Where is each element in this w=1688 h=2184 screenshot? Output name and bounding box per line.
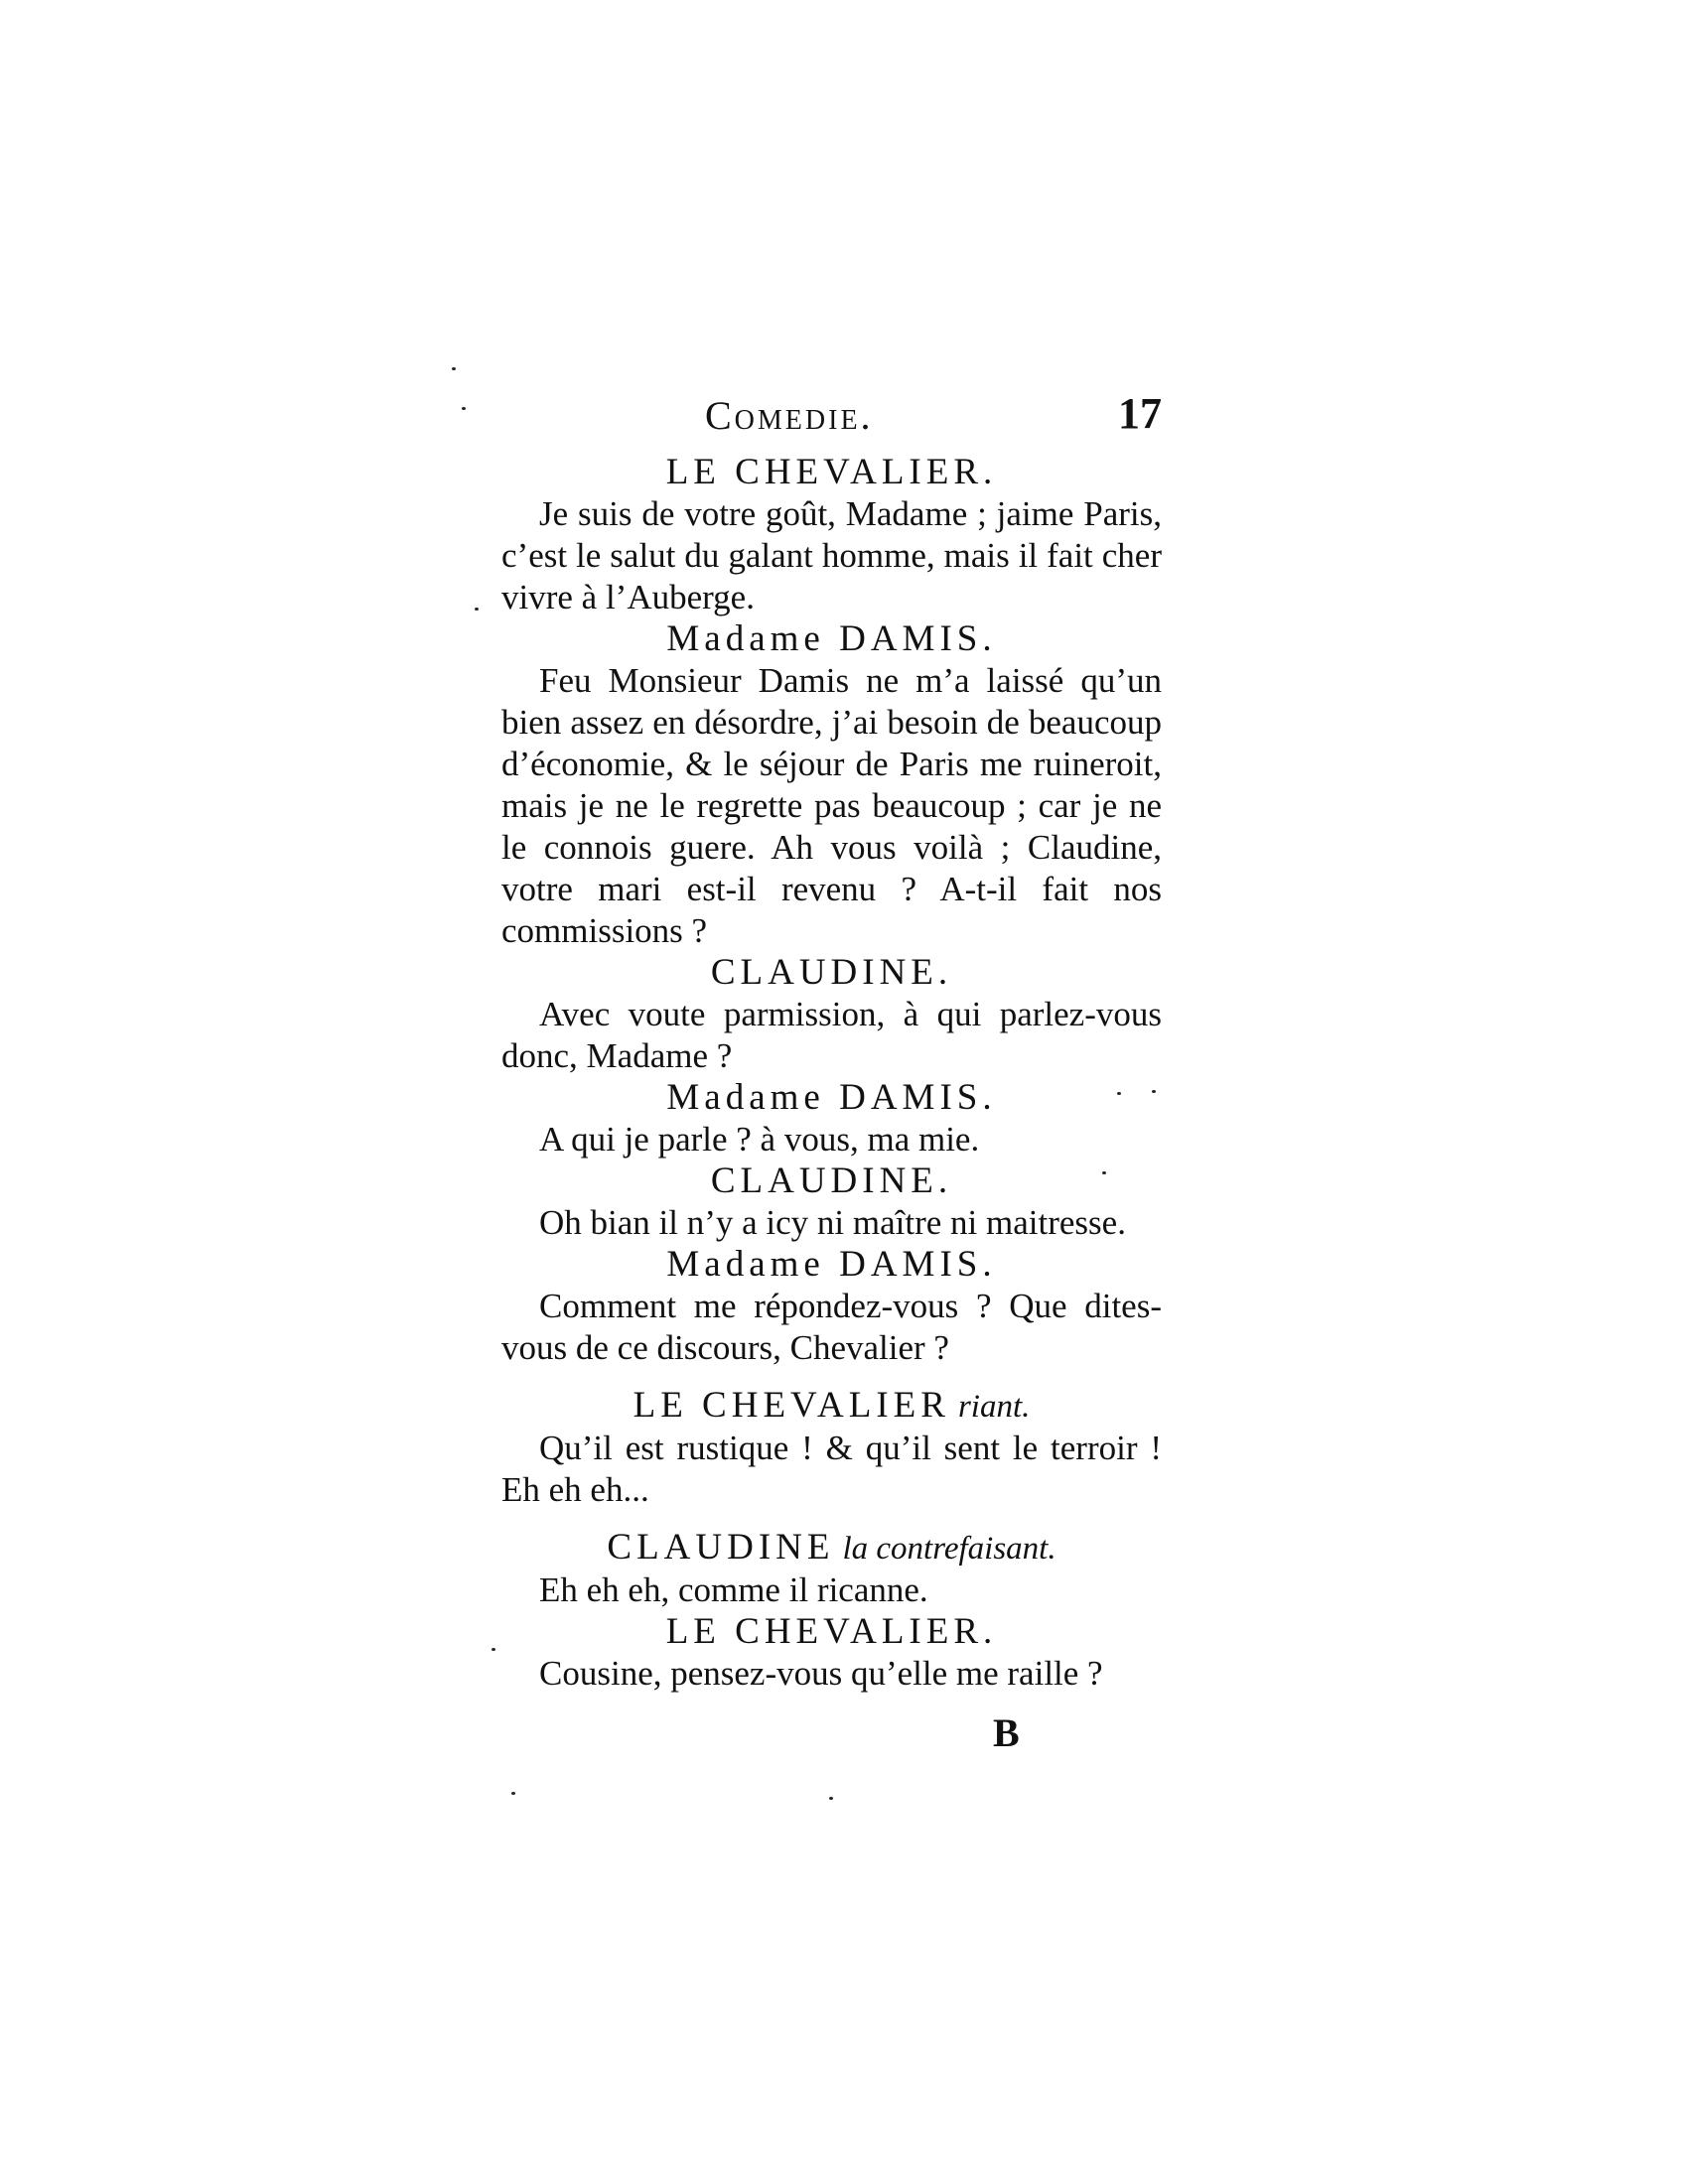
speech-text: Oh bian il n’y a icy ni maître ni maitresse. xyxy=(539,1203,1126,1242)
play-text xyxy=(501,452,1162,1695)
print-speck xyxy=(1152,1090,1156,1093)
print-speck xyxy=(462,407,466,410)
speaker-name: CLAUDINE xyxy=(607,1527,835,1568)
print-speck xyxy=(492,1648,495,1651)
speaker-heading: Madame DAMIS. xyxy=(666,1244,997,1285)
page-header xyxy=(496,389,1182,452)
signature-mark: B xyxy=(993,1710,1020,1755)
speaker-name: LE CHEVALIER xyxy=(633,1385,950,1426)
speaker-heading: LE CHEVALIER. xyxy=(665,1611,998,1652)
speech-text: Je suis de votre goût, Madame ; jaime Paris, c’est le salut du galant homme, mais il fait cher vivre à l’Auberge. xyxy=(501,494,1162,616)
stage-direction: la contrefaisant. xyxy=(842,1531,1056,1567)
running-title: Comedie. xyxy=(705,393,874,438)
print-speck xyxy=(475,608,479,611)
speaker-heading-with-direction xyxy=(501,1385,1162,1428)
speech-text: Eh eh eh, comme il ricanne. xyxy=(539,1570,928,1609)
speaker-heading: LE CHEVALIER. xyxy=(665,452,998,492)
speech-text: Comment me répondez-vous ? Que dites-vous de ce discours, Chevalier ? xyxy=(501,1287,1162,1367)
print-speck xyxy=(1102,1171,1106,1174)
speaker-heading: Madame DAMIS. xyxy=(666,618,997,659)
speech-text: Qu’il est rustique ! & qu’il sent le terroir ! Eh eh eh... xyxy=(501,1429,1162,1509)
speech-text: Feu Monsieur Damis ne m’a laissé qu’un bien assez en désordre, j’ai besoin de beaucoup d’économie, & le séjour de Paris me ruineroit, mais je ne le regrette pas beaucoup ; car je ne le connois guere. Ah vous voilà ; Claudine, votre mari est-il revenu ? A-t-il fait nos commissions ? xyxy=(501,661,1162,950)
print-speck xyxy=(1117,1092,1121,1095)
speech-text: Cousine, pensez-vous qu’elle me raille ? xyxy=(539,1654,1103,1693)
speech-text: Avec voute parmission, à qui parlez-vous donc, Madame ? xyxy=(501,995,1162,1075)
speaker-heading: CLAUDINE. xyxy=(710,1160,953,1201)
speaker-heading: CLAUDINE. xyxy=(710,952,953,993)
print-speck xyxy=(829,1797,833,1800)
speaker-heading-with-direction xyxy=(501,1527,1162,1570)
speech-text: A qui je parle ? à vous, ma mie. xyxy=(539,1120,980,1159)
print-speck xyxy=(511,1792,515,1795)
print-speck xyxy=(452,367,456,370)
speaker-heading: Madame DAMIS. xyxy=(666,1077,997,1118)
stage-direction: riant. xyxy=(957,1389,1031,1425)
page-number: 17 xyxy=(1118,389,1162,438)
